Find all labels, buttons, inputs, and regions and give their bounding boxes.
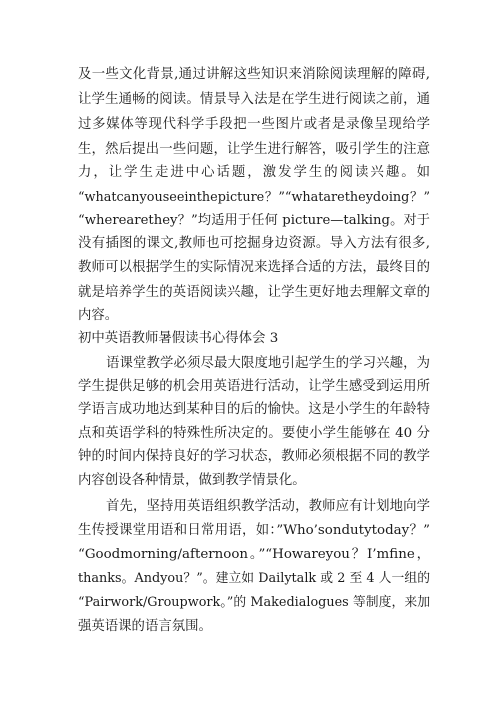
paragraph-1-line: 就是培养学生的英语阅读兴趣，让学生更好地去理解文章的 [78, 285, 430, 300]
paragraph-2-line: 内容创设各种情景，做到教学情景化。 [78, 473, 306, 488]
paragraph-1-line: 过多媒体等现代科学手段把一些图片或者是录像呈现给学 [78, 117, 430, 132]
paragraph-2-line: 钟的时间内保持良好的学习状态，教师必须根据不同的教学 [78, 449, 430, 464]
paragraph-1-line: 生，然后提出一些问题，让学生进行解答，吸引学生的注意 [78, 142, 430, 157]
paragraph-3-line: 首先，坚持用英语组织教学活动，教师应有计划地向学 [106, 499, 430, 514]
paragraph-3-line: thanks。Andyou？”。建立如 Dailytalk 或 2 至 4 人一组的 [78, 571, 430, 586]
paragraph-2-line: 学生提供足够的机会用英语进行活动，让学生感受到运用所 [78, 379, 430, 394]
paragraph-1-line: 内容。 [78, 308, 119, 323]
paragraph-1-line: 没有插图的课文,教师也可挖掘身边资源。导入方法有很多, [78, 236, 430, 251]
paragraph-1-line: 力，让学生走进中心话题，激发学生的阅读兴趣。如 [78, 165, 430, 180]
paragraph-2-line: 语课堂教学必须尽最大限度地引起学生的学习兴趣，为 [106, 356, 430, 371]
paragraph-3-line: “Pairwork/Groupwork。”的 Makedialogues 等制度，来加 [78, 595, 430, 610]
paragraph-3-line: 强英语课的语言氛围。 [78, 619, 212, 634]
paragraph-1-line: 让学生通畅的阅读。情景导入法是在学生进行阅读之前，通 [78, 92, 430, 107]
paragraph-3-line: “Goodmorning/afternoon。”“Howareyou？I’mfine， [78, 547, 430, 562]
paragraph-1-line: 及一些文化背景,通过讲解这些知识来消除阅读理解的障碍, [78, 67, 430, 82]
paragraph-1-line: 教师可以根据学生的实际情况来选择合适的方法，最终目的 [78, 260, 430, 275]
section-heading: 初中英语教师暑假读书心得体会 3 [78, 331, 279, 346]
paragraph-2-line: 学语言成功地达到某种目的后的愉快。这是小学生的年龄特 [78, 402, 430, 417]
paragraph-1-line: “whatcanyouseeinthepicture？”“whataretheydoing？” [78, 190, 430, 205]
paragraph-2-line: 点和英语学科的特殊性所决定的。要使小学生能够在 40 分 [78, 426, 430, 441]
paragraph-1-line: “wherearethey？”均适用于任何 picture—talking。对于 [78, 213, 430, 228]
paragraph-3-line: 生传授课堂用语和日常用语，如：”Who’sondutytoday？” [78, 523, 430, 538]
